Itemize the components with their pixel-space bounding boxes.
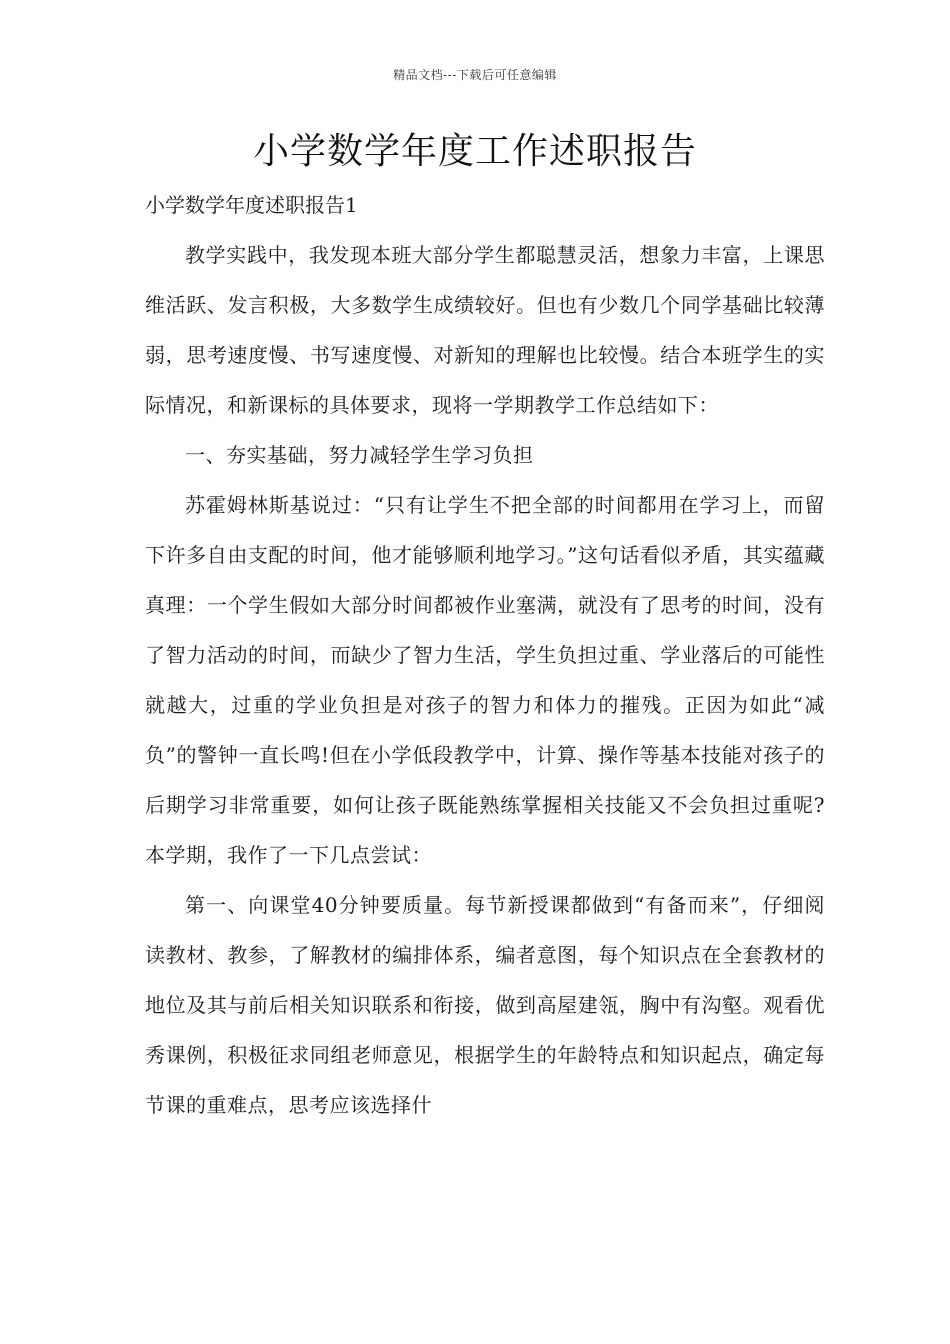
document-body [145, 180, 825, 1130]
section-heading-1: 一、夯实基础，努力减轻学生学习负担 [185, 443, 534, 467]
paragraph-first-point: 第一、向课堂40分钟要质量。每节新授课都做到“有备而来”，仔细阅读教材、教参，了解教材的编排体系，编者意图，每个知识点在全套教材的地位及其与前后相关知识联系和衔接，做到高屋建瓴，胸中有沟壑。观看优秀课例，积极征求同组老师意见，根据学生的年龄特点和知识起点，确定每节课的重难点，思考应该选择什 [145, 893, 825, 1117]
paragraph-intro: 教学实践中，我发现本班大部分学生都聪慧灵活，想象力丰富，上课思维活跃、发言积极，大多数学生成绩较好。但也有少数几个同学基础比较薄弱，思考速度慢、书写速度慢、对新知的理解也比较慢。结合本班学生的实际情况，和新课标的具体要求，现将一学期教学工作总结如下： [145, 243, 825, 417]
document-title: 小学数学年度工作述职报告 [252, 131, 697, 172]
section-subtitle: 小学数学年度述职报告1 [145, 193, 358, 217]
paragraph-quote: 苏霍姆林斯基说过：“只有让学生不把全部的时间都用在学习上，而留下许多自由支配的时间，他才能够顺利地学习。”这句话看似矛盾，其实蕴藏真理：一个学生假如大部分时间都被作业塞满，就没有了思考的时间，没有了智力活动的时间，而缺少了智力生活，学生负担过重、学业落后的可能性就越大，过重的学业负担是对孩子的智力和体力的摧残。正因为如此“减负”的警钟一直长鸣!但在小学低段教学中，计算、操作等基本技能对孩子的后期学习非常重要，如何让孩子既能熟练掌握相关技能又不会负担过重呢?本学期，我作了一下几点尝试： [145, 493, 825, 867]
header-note: 精品文档---下载后可任意编辑 [393, 68, 557, 82]
